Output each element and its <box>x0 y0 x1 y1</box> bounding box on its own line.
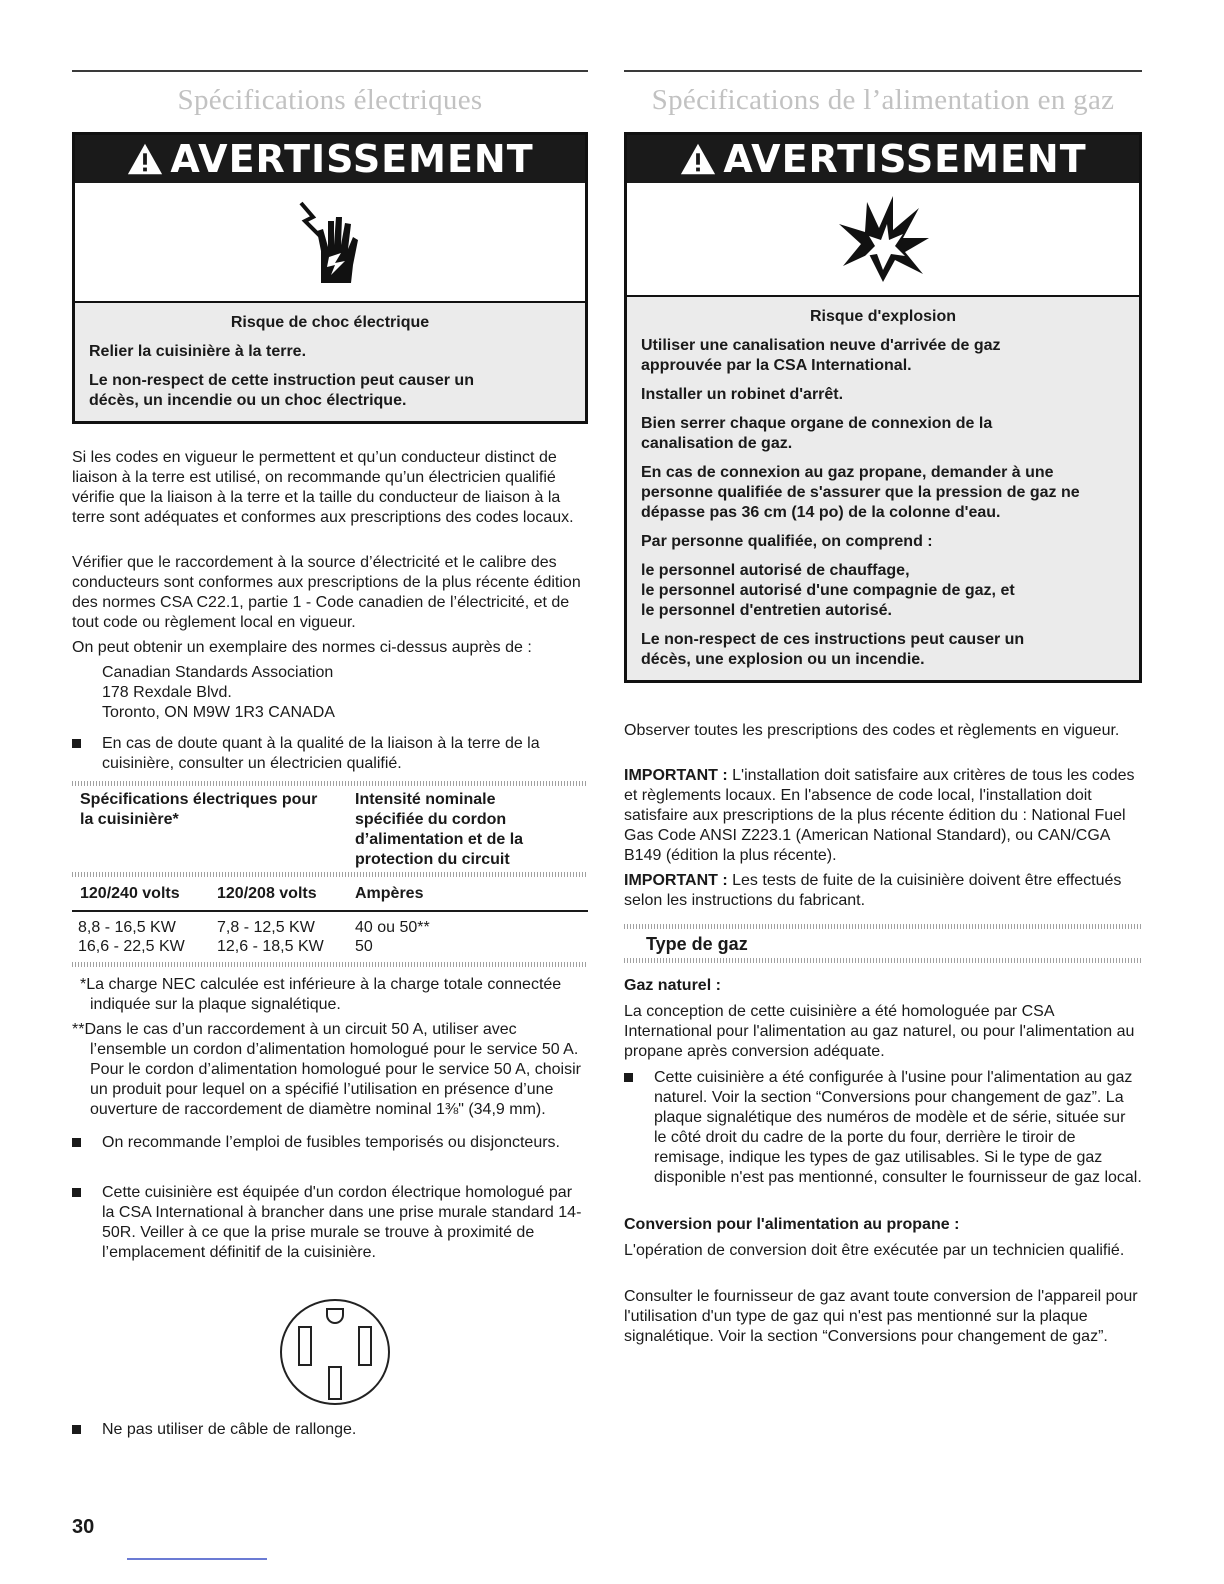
important-label: IMPORTANT : <box>624 767 728 784</box>
table-cell: 40 ou 50** <box>355 919 430 936</box>
bullet-square <box>72 1425 81 1434</box>
table-col-header: 120/208 volts <box>217 885 317 902</box>
propane-conversion-label: Conversion pour l'alimentation au propane : <box>624 1216 960 1233</box>
footnote: **Dans le cas d’un raccordement à un circuit 50 A, utiliser avec l’ensemble un cordon d’alimentation homologué pour le service 50 A. Pour le cordon d’alimentation homologué pour le service 50 A, choisir un produit pour lequel on a spécifié l’utilisation en présence d’une ouverture de raccordement de diamètre nominal 1⅜" (34,9 mm). <box>72 1021 581 1118</box>
table-header-rule <box>72 910 588 912</box>
important-text: Les tests de fuite de la cuisinière doivent être effectués selon les instructions du fabricant. <box>624 872 1122 909</box>
connection-paragraph: Vérifier que le raccordement à la source d’électricité et le calibre des conducteurs sont conformes aux prescriptions de la plus récente édition des normes CSA C22.1, partie 1 - Code canadien de l’électricité, et de tout code ou règlement local en vigueur. <box>72 554 581 631</box>
warning-header-label: AVERTISSEMENT <box>170 137 534 181</box>
table-cell: 7,8 - 12,5 KW <box>217 919 315 936</box>
important-paragraph-1 <box>624 766 1142 866</box>
gas-warning-box <box>624 132 1142 683</box>
warning-line: le personnel d'entretien autorisé. <box>641 602 892 619</box>
address-block <box>102 663 335 723</box>
warning-line: Relier la cuisinière à la terre. <box>89 343 307 360</box>
address-line: Toronto, ON M9W 1R3 CANADA <box>102 704 335 721</box>
footnote: *La charge NEC calculée est inférieure à la charge totale connectée indiquée sur la plaque signalétique. <box>80 976 562 1013</box>
bullet-item <box>72 1420 588 1440</box>
footer-line <box>127 1558 267 1560</box>
warning-header-label: AVERTISSEMENT <box>723 137 1087 181</box>
natural-gas-label: Gaz naturel : <box>624 977 721 994</box>
table-cell: 12,6 - 18,5 KW <box>217 938 324 955</box>
table-cell: 16,6 - 22,5 KW <box>78 938 185 955</box>
observer-paragraph: Observer toutes les prescriptions des codes et règlements en vigueur. <box>624 722 1120 739</box>
warning-line: Par personne qualifiée, on comprend : <box>641 533 933 550</box>
bullet-square <box>72 1138 81 1147</box>
warning-line: le personnel autorisé d'une compagnie de gaz, et <box>641 582 1015 599</box>
address-line: 178 Rexdale Blvd. <box>102 684 232 701</box>
section-rule <box>72 70 588 72</box>
address-line: Canadian Standards Association <box>102 664 334 681</box>
bullet-text: Cette cuisinière a été configurée à l'usine pour l'alimentation au gaz naturel. Voir la section “Conversions pour changement de gaz”. La plaque signalétique des numéros de modèle et de série, située sur le côté droit du cadre de la porte du four, derrière le tiroir de remisage, indique les types de gaz utilisables. Si le type de gaz disponible n'est pas mentionné, consulter le fournisseur de gaz local. <box>654 1069 1142 1186</box>
warning-line: Bien serrer chaque organe de connexion de la canalisation de gaz. <box>641 415 993 452</box>
important-paragraph-2 <box>624 871 1142 911</box>
table-col-header: 120/240 volts <box>80 885 180 902</box>
bullet-square <box>624 1073 633 1082</box>
bullet-item <box>72 1183 588 1263</box>
warning-text <box>627 297 1139 680</box>
grounding-paragraph: Si les codes en vigueur le permettent et qu’un conducteur distinct de liaison à la terre est utilisé, on recommande qu’un électricien qualifié vérifie que la liaison à la terre et la taille du conducteur de liaison à la terre sont adéquates et conformes aux prescriptions des codes locaux. <box>72 449 574 526</box>
bullet-item <box>72 1133 588 1153</box>
outlet-14-50r-icon <box>277 1297 393 1407</box>
bullet-text: En cas de doute quant à la qualité de la liaison à la terre de la cuisinière, consulter un électricien qualifié. <box>102 735 540 772</box>
bullet-text: On recommande l’emploi de fusibles temporisés ou disjoncteurs. <box>102 1134 560 1151</box>
important-label: IMPORTANT : <box>624 872 728 889</box>
electrical-warning-box <box>72 132 588 424</box>
table-cell: 8,8 - 16,5 KW <box>78 919 176 936</box>
warning-header <box>75 135 585 183</box>
table-header-left: Spécifications électriques pour la cuisinière* <box>80 791 318 828</box>
subsection-top-rule <box>624 924 1142 929</box>
warning-line: Utiliser une canalisation neuve d'arrivée de gaz approuvée par la CSA International. <box>641 337 1001 374</box>
warning-text <box>75 303 585 421</box>
warning-triangle-icon <box>126 141 164 177</box>
warning-risk-title: Risque d'explosion <box>809 308 957 325</box>
warning-line: En cas de connexion au gaz propane, demander à une personne qualifiée de s'assurer que la pression de gaz ne dépasse pas 36 cm (14 po) de la colonne d'eau. <box>641 464 1080 521</box>
consult-paragraph: Consulter le fournisseur de gaz avant toute conversion de l'appareil pour l'utilisation d'un type de gaz qui n'est pas mentionné sur la plaque signalétique. Voir la section “Conversions pour changement de gaz”. <box>624 1288 1138 1345</box>
conversion-paragraph: L'opération de conversion doit être exécutée par un technicien qualifié. <box>624 1242 1125 1259</box>
natural-gas-paragraph: La conception de cette cuisinière a été homologuée par CSA International pour l'alimentation au gaz naturel, ou pour l'alimentation au propane après conversion adéquate. <box>624 1003 1135 1060</box>
table-col-header: Ampères <box>355 885 424 902</box>
table-top-rule <box>72 781 588 786</box>
bullet-text: Cette cuisinière est équipée d'un cordon électrique homologué par la CSA International à brancher dans une prise murale standard 14-50R. Veiller à ce que la prise murale se trouve à proximité de l’emplacement définitif de la cuisinière. <box>102 1184 582 1261</box>
warning-triangle-icon <box>679 141 717 177</box>
bullet-item <box>624 1068 1142 1188</box>
section-rule <box>624 70 1142 72</box>
warning-header <box>627 135 1139 183</box>
section-title-gas: Spécifications de l’alimentation en gaz <box>651 84 1115 116</box>
warning-line: Le non-respect de ces instructions peut causer un décès, une explosion ou un incendie. <box>641 631 1025 668</box>
bullet-square <box>72 1188 81 1197</box>
section-title-electrical: Spécifications électriques <box>177 84 483 116</box>
page-number: 30 <box>72 1516 95 1538</box>
warning-line: Le non-respect de cette instruction peut causer un décès, un incendie ou un choc électrique. <box>89 372 474 409</box>
warning-icon-area <box>627 183 1139 297</box>
table-cell: 50 <box>355 938 373 955</box>
warning-risk-title: Risque de choc électrique <box>230 314 430 331</box>
obtain-paragraph: On peut obtenir un exemplaire des normes ci-dessus auprès de : <box>72 639 532 656</box>
table-bottom-rule <box>72 962 588 967</box>
gas-type-heading: Type de gaz <box>646 934 748 954</box>
bullet-text: Ne pas utiliser de câble de rallonge. <box>102 1421 357 1438</box>
bullet-square <box>72 739 81 748</box>
table-mid-rule <box>72 872 588 877</box>
warning-line: le personnel autorisé de chauffage, <box>641 562 910 579</box>
electrical-spec-table <box>72 790 588 960</box>
explosion-icon <box>833 194 933 284</box>
important-text: L'installation doit satisfaire aux critères de tous les codes et règlements locaux. En l'absence de code local, l'installation doit satisfaire aux prescriptions de la plus récente édition du : National Fuel Gas Code ANSI Z223.1 (American National Standard), ou CAN/CGA B149 (édition la plus récente). <box>624 767 1135 864</box>
warning-line: Installer un robinet d'arrêt. <box>641 386 844 403</box>
electric-shock-icon <box>295 197 365 287</box>
table-header-right: Intensité nominale spécifiée du cordon d’alimentation et de la protection du circuit <box>355 791 524 868</box>
bullet-item <box>72 734 588 774</box>
subsection-bottom-rule <box>624 958 1142 963</box>
warning-icon-area <box>75 183 585 303</box>
